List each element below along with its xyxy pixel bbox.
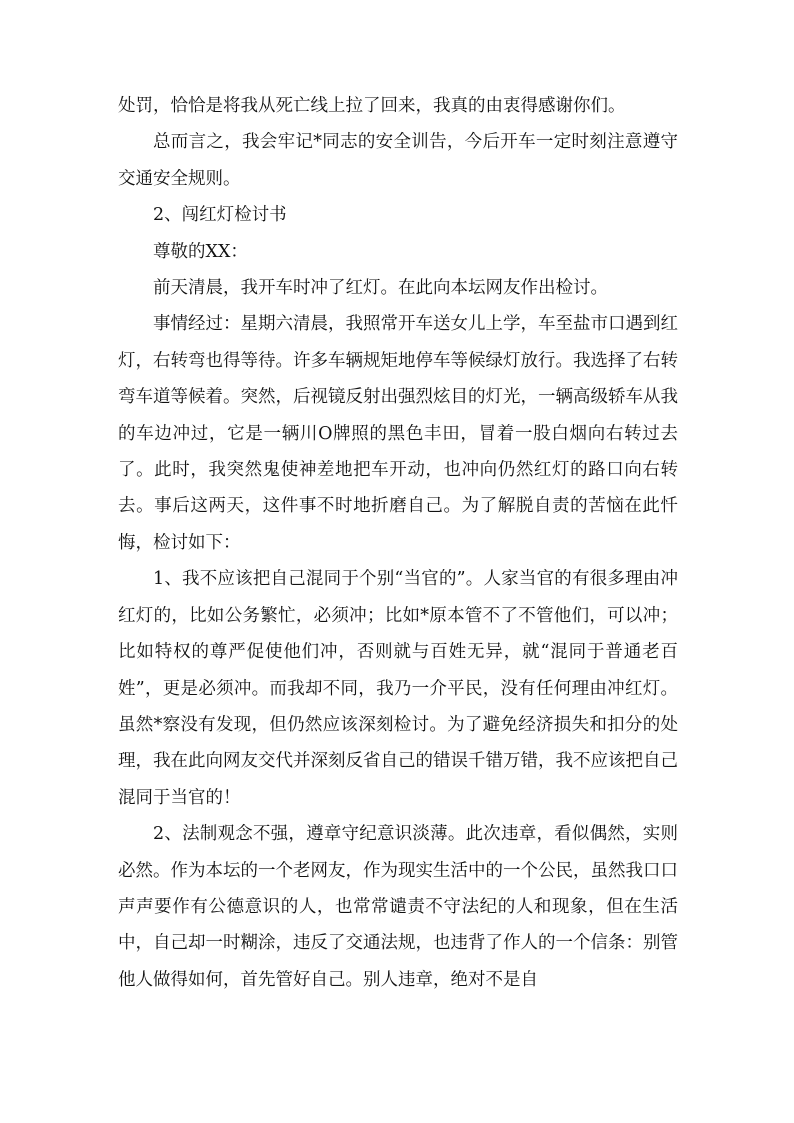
paragraph-2: 总而言之，我会牢记*同志的安全训告，今后开车一定时刻注意遵守交通安全规则。 (118, 132, 678, 189)
salutation: 尊敬的XX： (153, 241, 248, 262)
paragraph-intro: 前天清晨，我开车时冲了红灯。在此向本坛网友作出检讨。 (153, 278, 608, 299)
paragraph-point-2: 2、法制观念不强，遵章守纪意识淡薄。此次违章，看似偶然，实则必然。作为本坛的一个老网友，作为现实生活中的一个公民，虽然我口口声声要作有公德意识的人，也常常谴责不守法纪的人和现象，但在生活中，自己却一时糊涂，违反了交通法规，也违背了作人的一个信条：别管他人做得如何，首先管好自己。别人违章，绝对不是自 (118, 824, 678, 990)
paragraph-incident: 事情经过：星期六清晨，我照常开车送女儿上学，车至盐市口遇到红灯，右转弯也得等待。许多车辆规矩地停车等候绿灯放行。我选择了右转弯车道等候着。突然，后视镜反射出强烈炫目的灯光，一辆高级轿车从我的车边冲过，它是一辆川O牌照的黑色丰田，冒着一股白烟向右转过去了。此时，我突然鬼使神差地把车开动，也冲向仍然红灯的路口向右转去。事后这两天，这件事不时地折磨自己。为了解脱自责的苦恼在此忏悔，检讨如下： (118, 314, 678, 553)
paragraph-1: 处罚，恰恰是将我从死亡线上拉了回来，我真的由衷得感谢你们。 (118, 96, 626, 116)
paragraph-point-1: 1、我不应该把自己混同于个别“当官的”。人家当官的有很多理由冲红灯的，比如公务繁忙，必须冲；比如*原本管不了不管他们，可以冲；比如特权的尊严促使他们冲，否则就与百姓无异，就“混同于普通老百姓”，更是必须冲。而我却不同，我乃一介平民，没有任何理由冲红灯。虽然*察没有发现，但仍然应该深刻检讨。为了避免经济损失和扣分的处理，我在此向网友交代并深刻反省自己的错误千错万错，我不应该把自己混同于当官的！ (118, 569, 678, 808)
section-heading: 2、闯红灯检讨书 (153, 205, 287, 226)
document-body (118, 88, 678, 998)
